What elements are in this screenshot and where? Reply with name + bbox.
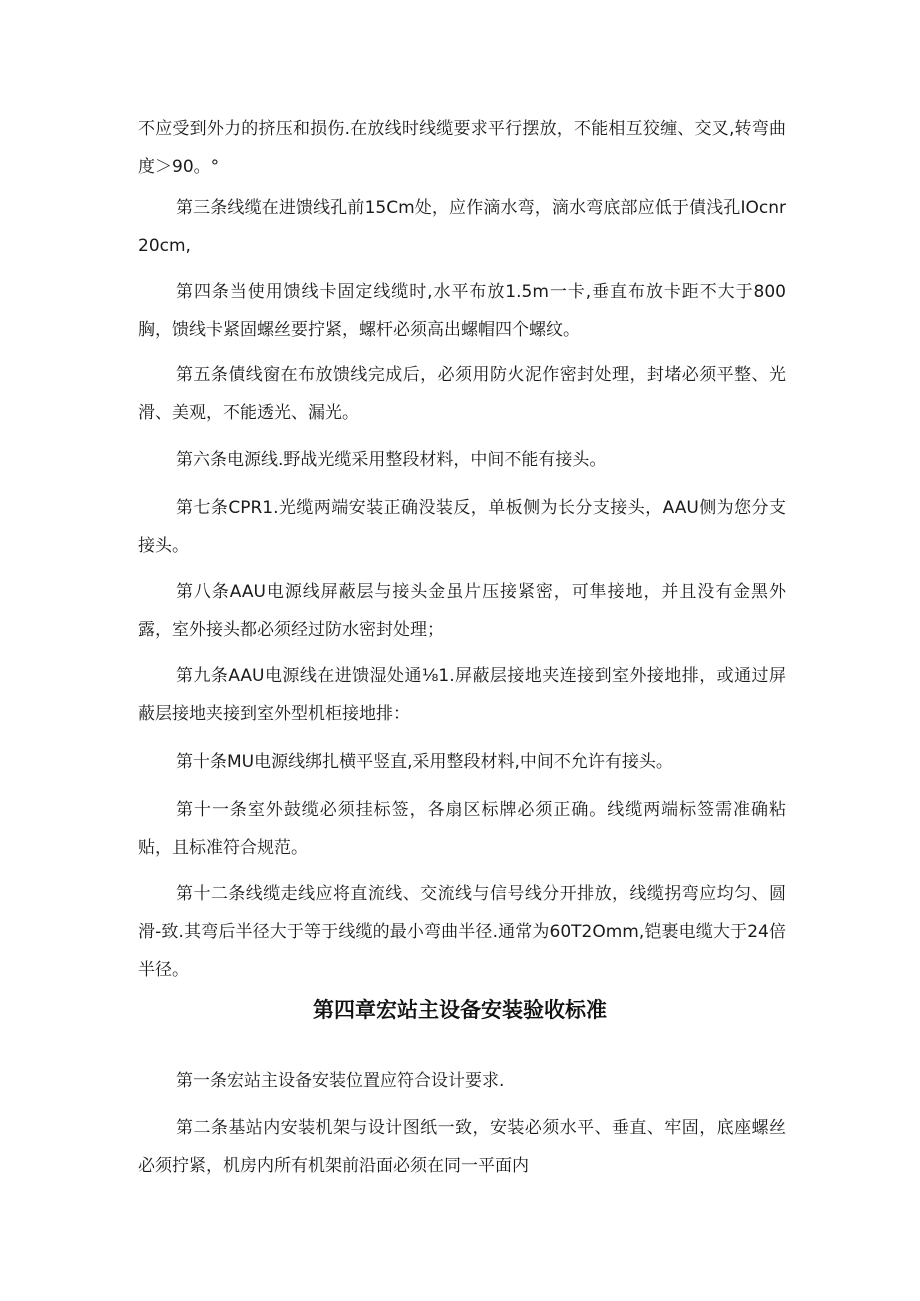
paragraph-article-3: 第三条线缆在进馈线孔前15Cm处，应作滴水弯，滴水弯底部应低于債浅孔IOcnr20cm, (138, 198, 786, 256)
paragraph-article-4: 第四条当使用馈线卡固定线缆时,水平布放1.5m一卡,垂直布放卡距不大于800胸，馈线卡紧固螺丝要拧紧，螺杆必须高出螺帽四个螺纹。 (138, 282, 786, 340)
chapter-title: 第四章宏站主设备安装验收标准 (313, 998, 607, 1022)
paragraph-chapter4-article-1: 第一条宏站主设备安装位置应符合设计要求. (176, 1071, 505, 1091)
paragraph-continuation: 不应受到外力的挤压和损伤.在放线时线缆要求平行摆放，不能相互狡缠、交叉,转弯曲度＞90。° (138, 119, 786, 177)
paragraph-article-9: 第九条AAU电源线在进馈湿处通⅛1.屏蔽层接地夹连接到室外接地排，或通过屏蔽层接地夹接到室外型机柜接地排： (138, 666, 786, 724)
paragraph-article-6: 第六条电源线.野战光缆采用整段材料，中间不能有接头。 (176, 450, 607, 470)
paragraph-article-7: 第七条CPR1.光缆两端安装正确没装反，单板侧为长分支接头，AAU侧为您分支接头。 (138, 498, 786, 556)
paragraph-article-5: 第五条債线窗在布放馈线完成后，必须用防火泥作密封处理，封堵必须平整、光滑、美观，不能透光、漏光。 (138, 365, 786, 423)
paragraph-article-12: 第十二条线缆走线应将直流线、交流线与信号线分开排放，线缆拐弯应均匀、圆滑-致.其弯后半径大于等于线缆的最小弯曲半径.通常为60T2Omm,铠裹电缆大于24倍半径。 (138, 884, 786, 980)
paragraph-article-10: 第十条MU电源线绑扎横平竖直,采用整段材料,中间不允许有接头。 (176, 752, 673, 772)
paragraph-article-8: 第八条AAU电源线屏蔽层与接头金虽片压接紧密，可隼接地，并且没有金黑外露，室外接头都必须经过防水密封处理； (138, 582, 786, 640)
paragraph-article-11: 第十一条室外鼓缆必须挂标签，各扇区标牌必须正确。线缆两端标签需准确粘贴，且标准符合规范。 (138, 800, 786, 858)
paragraph-chapter4-article-2: 第二条基站内安装机架与设计图纸一致，安装必须水平、垂直、牢固，底座螺丝必须拧紧，机房内所有机架前沿面必须在同一平面内 (138, 1118, 786, 1176)
